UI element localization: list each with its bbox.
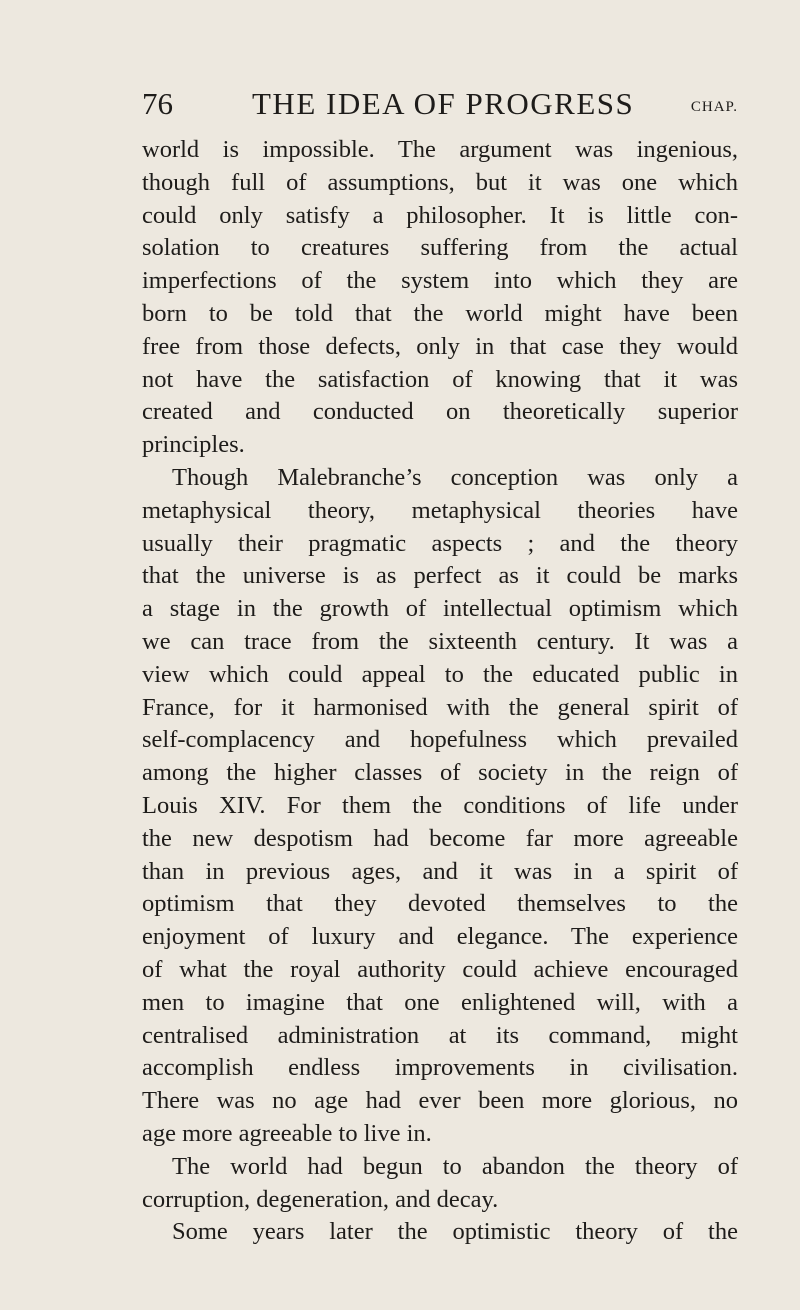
text-line: the new despotism had become far more agreeable	[142, 824, 738, 852]
text-line: France, for it harmonised with the general spirit of	[142, 693, 738, 721]
paragraph-first-line: Some years later the optimistic theory of the	[172, 1218, 738, 1246]
text-line: age more agreeable to live in.	[142, 1119, 432, 1147]
page-number: 76	[142, 86, 173, 121]
text-line: corruption, degeneration, and decay.	[142, 1185, 499, 1213]
text-line: that the universe is as perfect as it could be marks	[142, 562, 738, 590]
text-line: born to be told that the world might have been	[142, 299, 738, 327]
text-line: among the higher classes of society in the reign of	[142, 759, 738, 787]
text-line: enjoyment of luxury and elegance. The experience	[142, 923, 738, 951]
text-line: solation to creatures suffering from the actual	[142, 234, 738, 262]
text-line: self-complacency and hopefulness which prevailed	[142, 726, 738, 754]
text-line: we can trace from the sixteenth century. It was a	[142, 627, 738, 655]
text-line: could only satisfy a philosopher. It is little con-	[142, 201, 738, 229]
text-line: usually their pragmatic aspects ; and the theory	[142, 529, 738, 557]
text-line: centralised administration at its command, might	[142, 1021, 738, 1049]
text-line: created and conducted on theoretically superior	[142, 398, 738, 426]
chapter-label: CHAP.	[690, 99, 738, 115]
text-line: though full of assumptions, but it was one which	[142, 168, 738, 196]
text-line: optimism that they devoted themselves to the	[142, 890, 738, 918]
text-line: free from those defects, only in that case they would	[142, 332, 738, 360]
text-line: of what the royal authority could achieve encouraged	[142, 955, 738, 983]
body-text	[142, 134, 738, 1249]
text-line: men to imagine that one enlightened will, with a	[142, 988, 738, 1016]
text-line: world is impossible. The argument was ingenious,	[142, 136, 738, 163]
running-title: THE IDEA OF PROGRESS	[252, 86, 635, 121]
text-line: not have the satisfaction of knowing that it was	[142, 365, 738, 393]
text-line: metaphysical theory, metaphysical theories have	[142, 496, 738, 524]
text-line: principles.	[142, 431, 245, 459]
text-line: Louis XIV. For them the conditions of life under	[142, 791, 738, 819]
text-line: a stage in the growth of intellectual optimism which	[142, 595, 738, 623]
text-line: than in previous ages, and it was in a spirit of	[142, 857, 738, 885]
text-line: view which could appeal to the educated public in	[142, 660, 738, 688]
paragraph-first-line: The world had begun to abandon the theory of	[172, 1152, 738, 1180]
running-head	[142, 86, 738, 126]
text-line: imperfections of the system into which they are	[142, 267, 738, 295]
text-line: accomplish endless improvements in civilisation.	[142, 1054, 738, 1082]
text-line: There was no age had ever been more glorious, no	[142, 1087, 738, 1115]
paragraph-first-line: Though Malebranche’s conception was only a	[172, 463, 738, 491]
